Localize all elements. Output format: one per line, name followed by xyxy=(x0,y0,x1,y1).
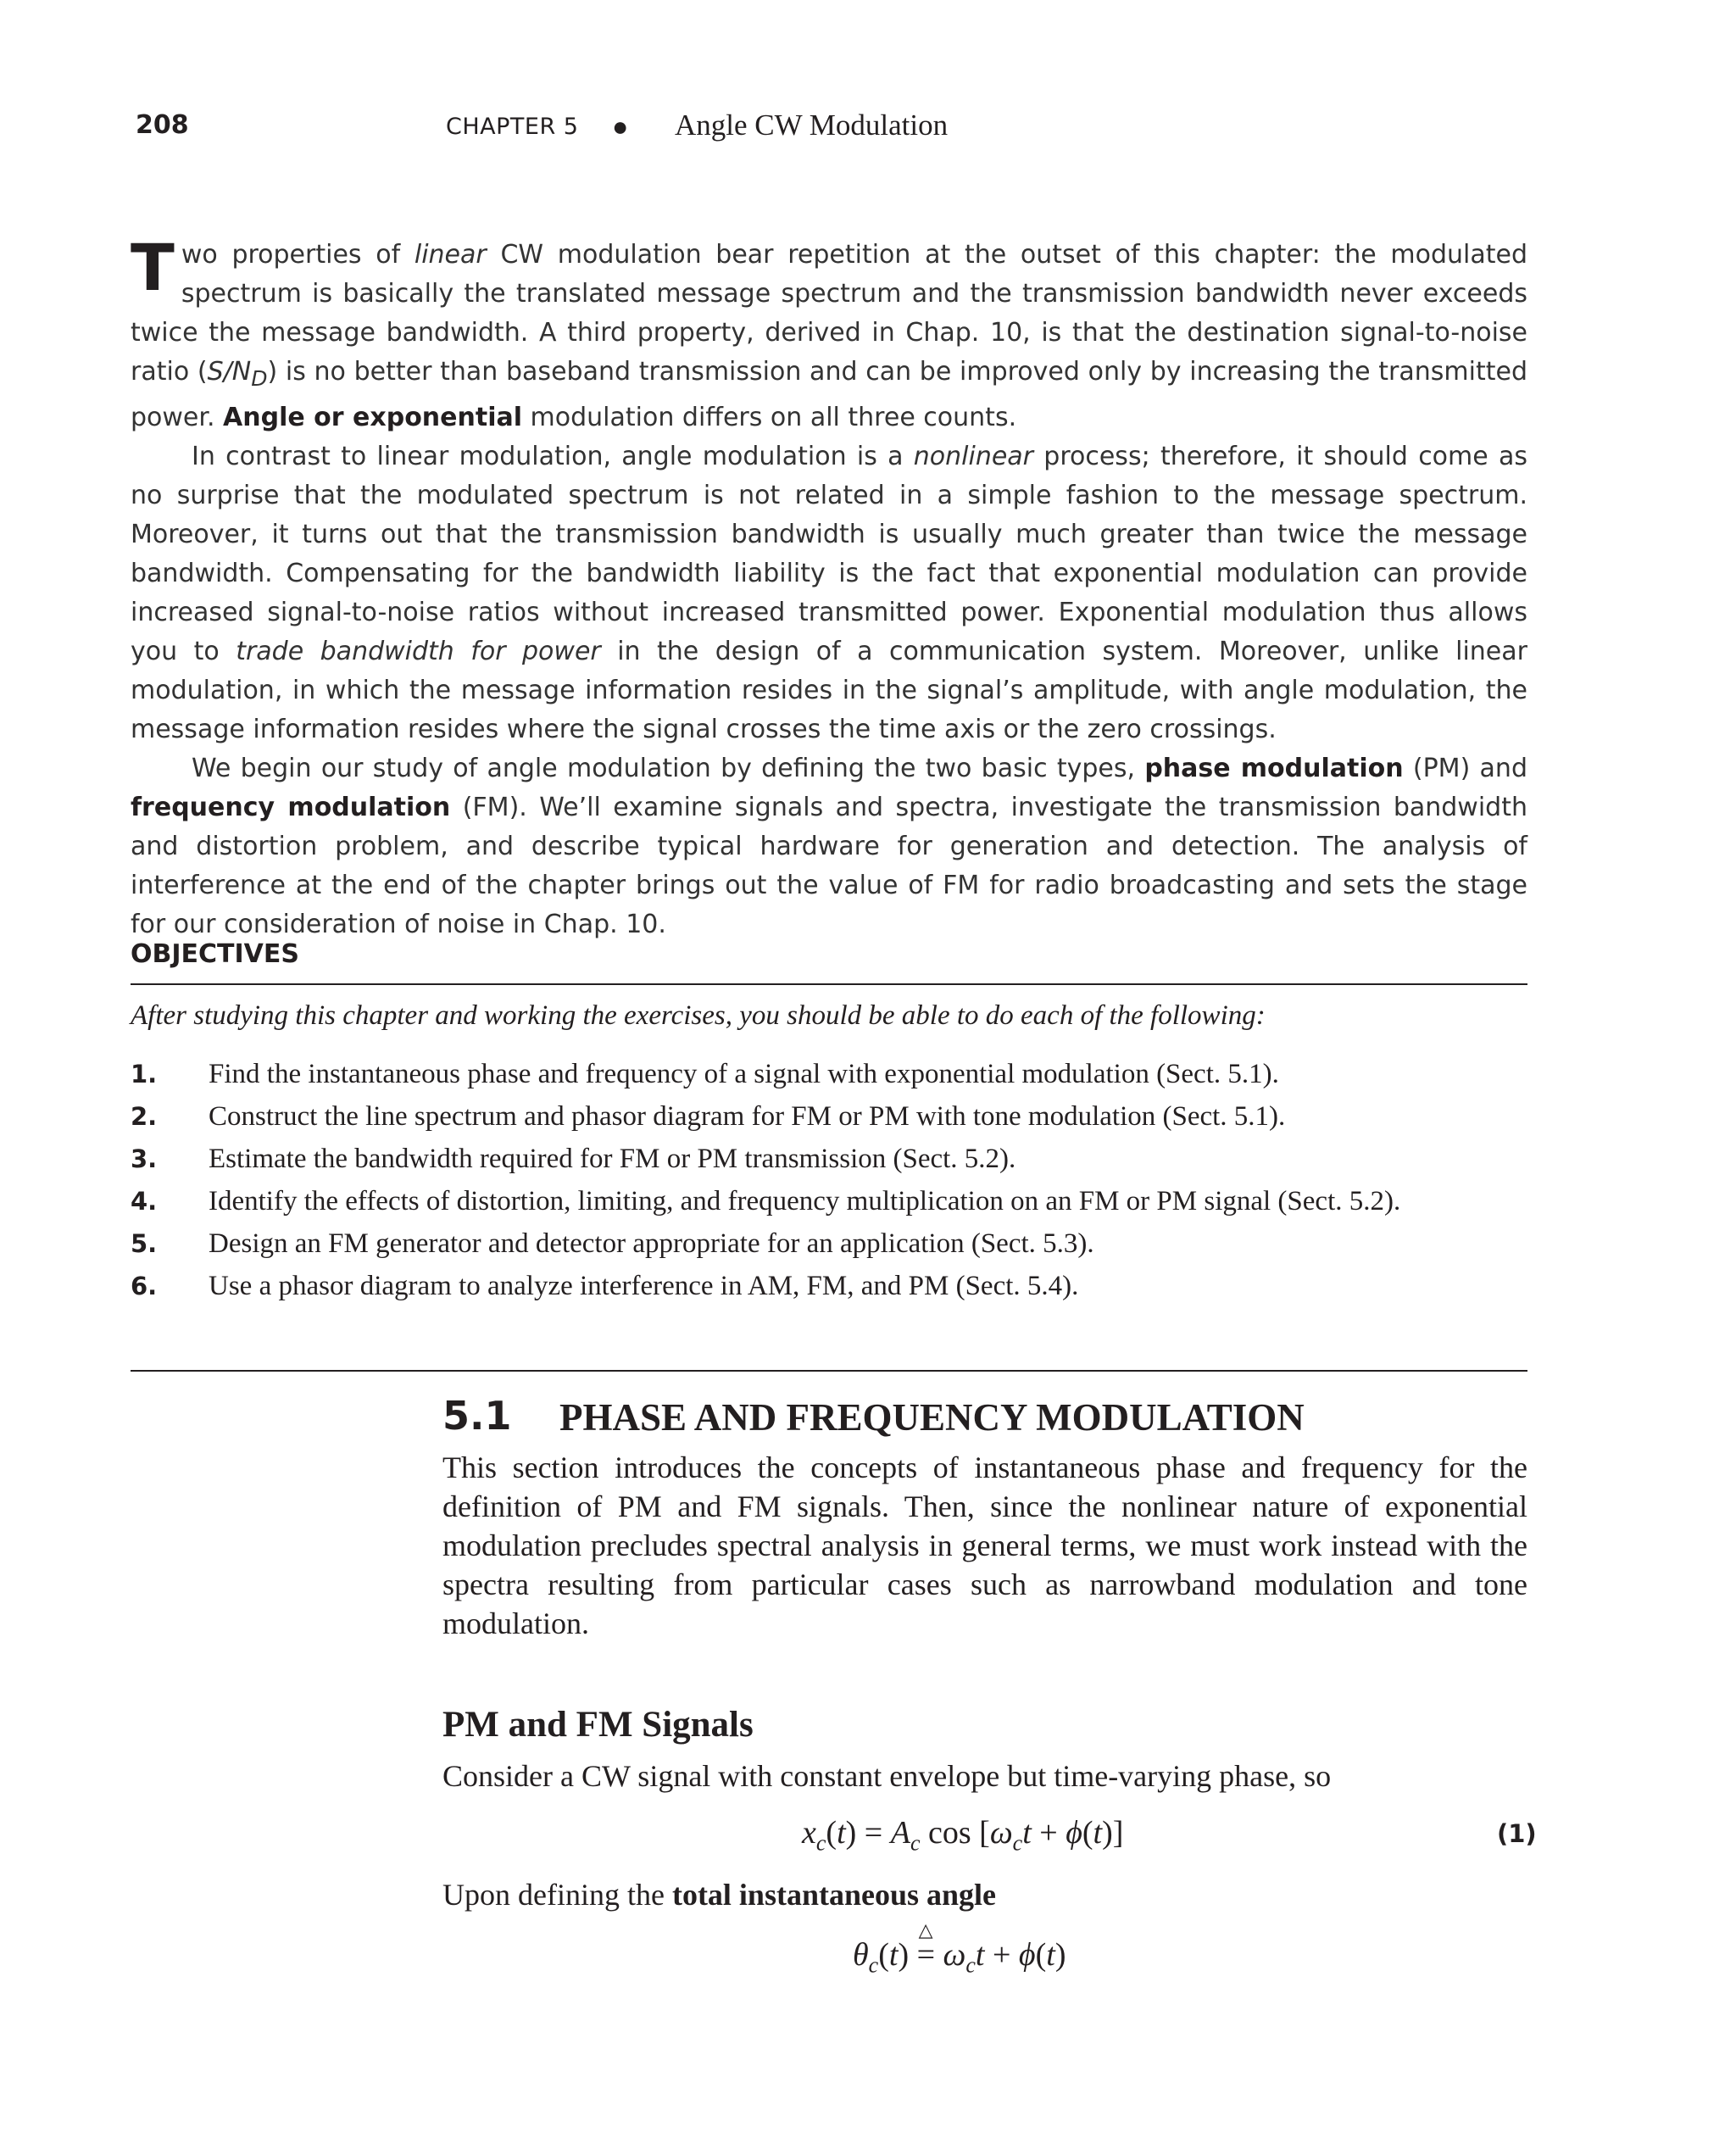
text-run: We begin our study of angle modulation by defining the two basic types, xyxy=(192,754,1145,783)
text-run: in the design of a communication system. Moreover, unlike linear modulation, in which the message information resides in the signal’s amplitude, with angle modulation, the message information resides where the signal crosses the time axis or the zero crossings. xyxy=(131,637,1527,744)
key-term: Angle or exponential xyxy=(223,403,523,432)
objective-text: Use a phasor diagram to analyze interference in AM, FM, and PM (Sect. 5.4). xyxy=(209,1271,1079,1301)
chapter-title: Angle CW Modulation xyxy=(675,109,949,142)
intro-paragraph-3 xyxy=(131,749,1527,944)
objective-item xyxy=(131,1056,1527,1099)
objective-text: Construct the line spectrum and phasor diagram for FM or PM with tone modulation (Sect. 5.1). xyxy=(209,1101,1286,1132)
intro-paragraph-2 xyxy=(131,437,1527,749)
objective-number: 5. xyxy=(131,1229,158,1258)
objective-number: 2. xyxy=(131,1102,158,1131)
objective-item xyxy=(131,1183,1527,1226)
objective-text: Estimate the bandwidth required for FM or PM transmission (Sect. 5.2). xyxy=(209,1144,1016,1174)
objectives-heading: OBJECTIVES xyxy=(131,939,299,969)
subsection-title: PM and FM Signals xyxy=(442,1705,754,1745)
equation-number: (1) xyxy=(1497,1819,1537,1848)
header-bullet: ● xyxy=(612,111,629,142)
text-run: wo properties of xyxy=(181,240,415,270)
text-run: ) is no better than baseband transmission and can be improved only by increasing the transmitted power. xyxy=(131,357,1527,432)
equation-2: $\theta_c(t)$ △ = $\omega_ct + \phi(t)$ xyxy=(853,1919,1066,1978)
text-run: (PM) and xyxy=(1403,754,1527,783)
objectives-intro: After studying this chapter and working the exercises, you should be able to do each of the following: xyxy=(131,1000,1266,1031)
text-run: Upon defining the xyxy=(442,1878,672,1912)
objective-item xyxy=(131,1141,1527,1183)
section-rule xyxy=(131,1370,1527,1372)
drop-cap: T xyxy=(131,230,175,305)
text-run: CW modulation bear repetition at the outset of this chapter: the modulated spectrum is basically the translated message spectrum and the transmission bandwidth never exceeds twice the message bandwidth. A third property, derived in Chap. 10, is that the destination signal-to-noise ratio ( xyxy=(131,240,1527,387)
page-number: 208 xyxy=(136,110,189,140)
chapter-intro xyxy=(131,230,1528,944)
emphasis: linear xyxy=(414,240,487,270)
objective-text: Find the instantaneous phase and frequency of a signal with exponential modulation (Sect. 5.1). xyxy=(209,1059,1279,1089)
objective-text: Design an FM generator and detector appropriate for an application (Sect. 5.3). xyxy=(209,1228,1094,1259)
sn-ratio: S/N xyxy=(207,357,252,387)
section-number: 5.1 xyxy=(442,1393,512,1439)
key-term: phase modulation xyxy=(1144,754,1404,783)
emphasis: nonlinear xyxy=(913,442,1034,471)
intro-paragraph-1 xyxy=(131,230,1527,437)
objective-number: 4. xyxy=(131,1187,158,1216)
objective-text: Identify the effects of distortion, limiting, and frequency multiplication on an FM or PM signal (Sect. 5.2). xyxy=(209,1186,1401,1216)
objectives-list xyxy=(131,1056,1527,1311)
objective-item xyxy=(131,1099,1527,1141)
definition-sentence xyxy=(442,1877,996,1912)
key-term: frequency modulation xyxy=(131,793,451,822)
text-run: modulation differs on all three counts. xyxy=(522,403,1017,432)
objective-item xyxy=(131,1226,1527,1268)
objective-number: 6. xyxy=(131,1272,158,1300)
objective-number: 3. xyxy=(131,1144,158,1173)
equation-1: $x_c(t) = A_c$ $\cos [\omega_ct + \phi(t)]$ xyxy=(802,1815,1124,1856)
objective-number: 1. xyxy=(131,1060,158,1088)
sn-subscript: D xyxy=(251,366,268,391)
key-term: total instantaneous angle xyxy=(671,1878,996,1912)
text-run: (FM). We’ll examine signals and spectra, investigate the transmission bandwidth and distortion problem, and describe typical hardware for generation and detection. The analysis of interference at the end of the chapter brings out the value of FM for radio broadcasting and sets the stage for our consideration of noise in Chap. 10. xyxy=(131,793,1527,939)
objective-item xyxy=(131,1268,1527,1311)
section-title: PHASE AND FREQUENCY MODULATION xyxy=(559,1396,1305,1439)
emphasis: trade bandwidth for power xyxy=(236,637,601,666)
objectives-rule xyxy=(131,983,1527,985)
text-run: In contrast to linear modulation, angle modulation is a xyxy=(192,442,914,471)
subsection-body: Consider a CW signal with constant envelope but time-varying phase, so xyxy=(442,1759,1332,1793)
text-run: process; therefore, it should come as no surprise that the modulated spectrum is not related in a simple fashion to the message spectrum. Moreover, it turns out that the transmission bandwidth is usually much greater than twice the message bandwidth. Compensating for the bandwidth liability is the fact that exponential modulation can provide increased signal-to-noise ratios without increased transmitted power. Exponential modulation thus allows you to xyxy=(131,442,1528,666)
section-body: This section introduces the concepts of instantaneous phase and frequency for the definition of PM and FM signals. Then, since the nonlinear nature of exponential modulation precludes spectral analysis in general terms, we must work instead with the spectra resulting from particular cases such as narrowband modulation and tone modulation. xyxy=(442,1450,1527,1640)
chapter-label: CHAPTER 5 xyxy=(446,114,579,140)
